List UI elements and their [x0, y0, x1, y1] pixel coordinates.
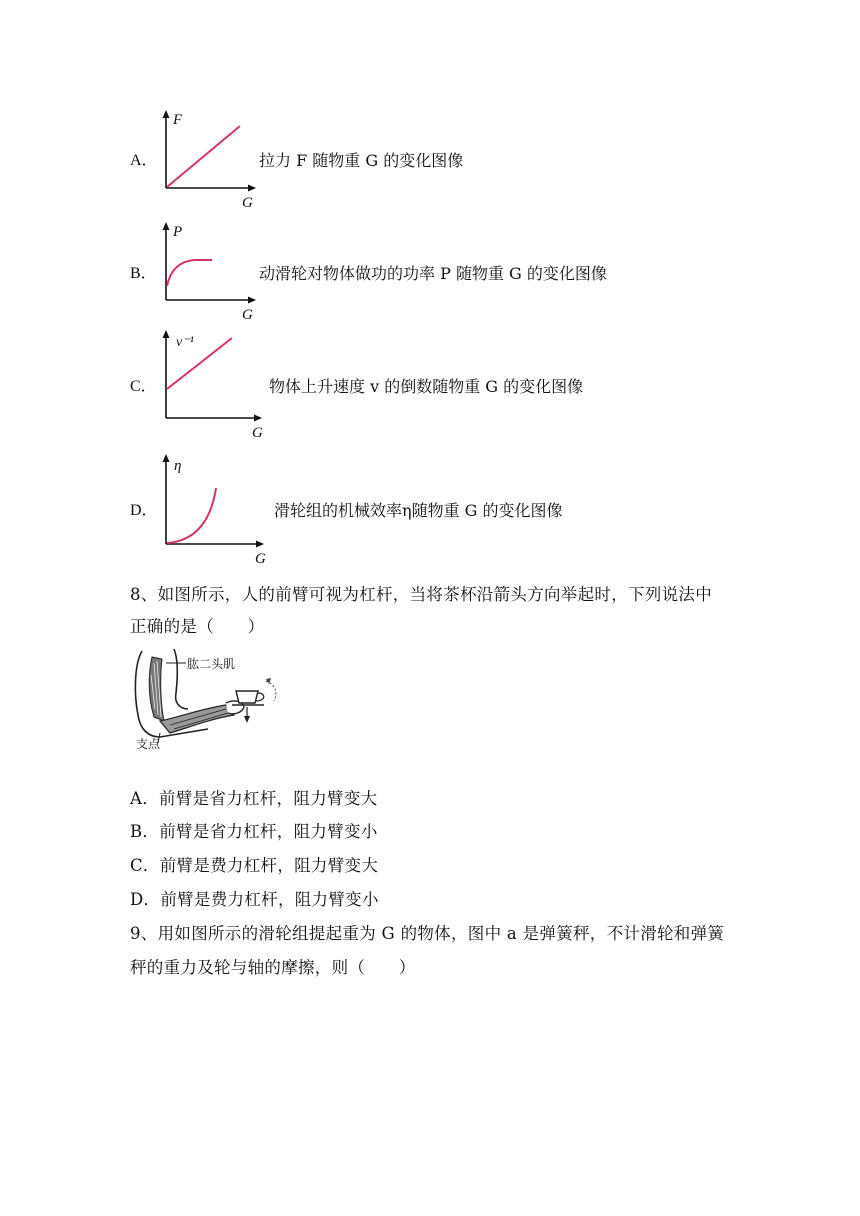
- option-b: [130, 817, 378, 847]
- option-text: 前臂是费力杠杆，阻力臂变大: [159, 856, 379, 875]
- option-text: 前臂是费力杠杆，阻力臂变小: [160, 890, 379, 909]
- option-letter: A．: [130, 789, 160, 808]
- linear-with-intercept-graph-icon: [150, 328, 270, 442]
- linear-through-origin-graph-icon: [150, 108, 260, 210]
- option-text: 拉力 F 随物重 G 的变化图像: [259, 151, 464, 170]
- question-stem-line: 9、用如图所示的滑轮组提起重为 G 的物体，图中 a 是弹簧秤，不计滑轮和弹簧: [130, 924, 725, 943]
- x-axis-label: G: [255, 551, 266, 567]
- y-axis-label: η: [174, 458, 182, 474]
- x-axis-label: G: [242, 307, 253, 322]
- y-axis-label: F: [173, 112, 183, 128]
- fulcrum-label: 支点: [136, 737, 161, 751]
- question-stem-line: 正确的是（ ）: [130, 617, 265, 636]
- option-text: 前臂是省力杠杆，阻力臂变小: [159, 822, 378, 841]
- x-axis-label: G: [242, 195, 253, 210]
- option-letter: B．: [130, 265, 157, 282]
- option-d: [130, 885, 379, 915]
- question-stem-line: 8、如图所示，人的前臂可视为杠杆，当将茶杯沿箭头方向举起时，下列说法中: [130, 585, 712, 604]
- muscle-label: 肱二头肌: [187, 657, 236, 671]
- forearm-lever-teacup-illustration: [130, 645, 285, 755]
- option-text: 物体上升速度 v 的倒数随物重 G 的变化图像: [269, 377, 584, 396]
- concave-up-curve-graph-icon: [150, 452, 275, 568]
- option-text: 动滑轮对物体做功的功率 P 随物重 G 的变化图像: [259, 264, 607, 283]
- option-a: [130, 784, 377, 814]
- rising-then-flat-graph-icon: [150, 220, 260, 322]
- y-axis-label: P: [173, 224, 183, 240]
- x-axis-label: G: [252, 425, 263, 441]
- option-text: 前臂是省力杠杆，阻力臂变大: [159, 789, 378, 808]
- y-axis-label: v⁻¹: [176, 335, 194, 350]
- option-text: 滑轮组的机械效率η随物重 G 的变化图像: [274, 501, 563, 520]
- option-letter: A．: [130, 152, 158, 169]
- option-letter: D．: [130, 502, 158, 519]
- question-stem-line: 秤的重力及轮与轴的摩擦，则（ ）: [130, 958, 416, 977]
- option-letter: C．: [130, 856, 160, 875]
- option-letter: B．: [130, 822, 160, 841]
- option-c: [130, 851, 378, 881]
- option-letter: D．: [130, 890, 161, 909]
- option-letter: C．: [130, 378, 157, 395]
